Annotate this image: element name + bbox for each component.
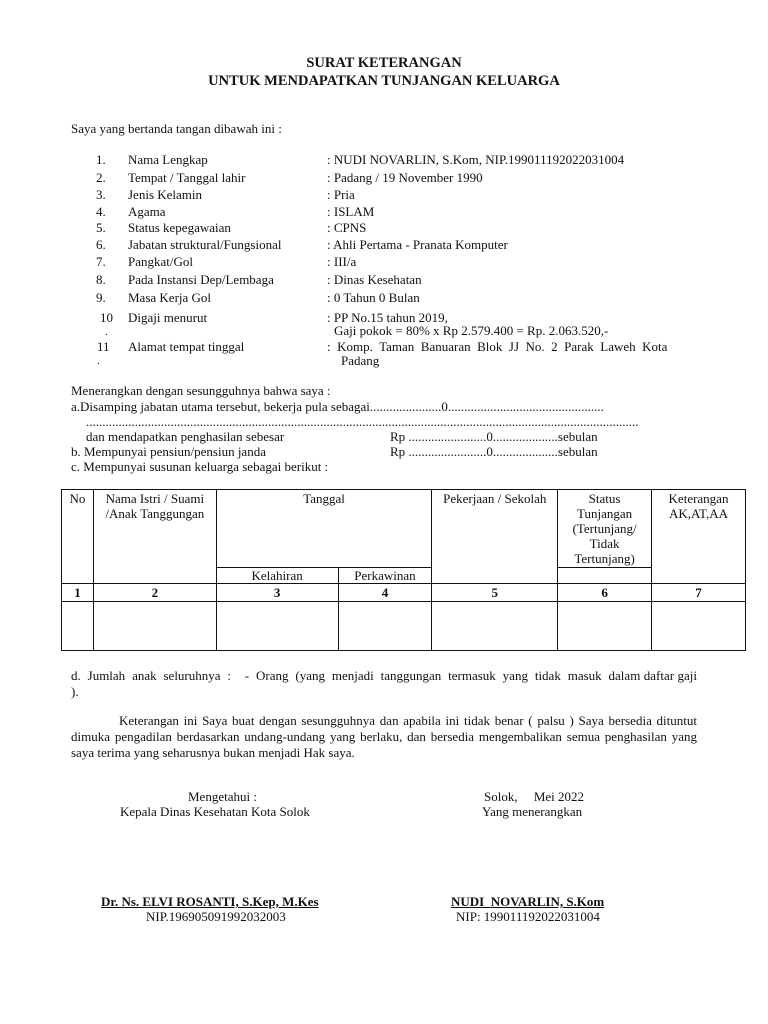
- table-cell: [338, 602, 432, 651]
- column-number: 3: [216, 584, 338, 602]
- header-keterangan: Keterangan AK,AT,AA: [652, 490, 746, 584]
- field-number: 11: [97, 339, 110, 354]
- column-number: 6: [558, 584, 652, 602]
- table-cell: [62, 602, 94, 651]
- table-cell: [652, 602, 746, 651]
- column-number: 4: [338, 584, 432, 602]
- income-value: Rp ........................0....................sebulan: [390, 429, 598, 444]
- column-number: 1: [62, 584, 94, 602]
- field-value: : NUDI NOVARLIN, S.Kom, NIP.199011192022031004: [327, 152, 625, 167]
- field-value-continued: Padang: [341, 353, 380, 368]
- family-intro: c. Mempunyai susunan keluarga sebagai berikut :: [71, 459, 329, 474]
- table-number-row: [62, 584, 746, 602]
- field-number: 4.: [96, 204, 106, 219]
- field-value: : PP No.15 tahun 2019,: [327, 310, 448, 325]
- pension-label: b. Mempunyai pensiun/pensiun janda: [71, 444, 266, 459]
- head-of-office-title: Kepala Dinas Kesehatan Kota Solok: [120, 804, 310, 819]
- document-title: SURAT KETERANGAN: [306, 55, 462, 71]
- field-number: 1.: [96, 152, 106, 167]
- family-table: [61, 489, 746, 651]
- field-number-dot: .: [105, 326, 108, 338]
- field-label: Jabatan struktural/Fungsional: [128, 237, 282, 252]
- field-number: 9.: [96, 290, 106, 305]
- pension-value: Rp ........................0....................sebulan: [390, 444, 598, 459]
- header-no: No: [62, 490, 94, 584]
- field-label: Nama Lengkap: [128, 152, 208, 167]
- declarant-name: NUDI NOVARLIN, S.Kom: [451, 894, 605, 909]
- field-value: : Ahli Pertama - Pranata Komputer: [327, 237, 508, 252]
- header-nama: Nama Istri / Suami /Anak Tanggungan: [93, 490, 216, 584]
- field-number: 5.: [96, 220, 106, 235]
- head-of-office-name: Dr. Ns. ELVI ROSANTI, S.Kep, M.Kes: [101, 894, 319, 909]
- field-number: 3.: [96, 187, 106, 202]
- declaration-paragraph: Keterangan ini Saya buat dengan sesungguhnya dan apabila ini tidak benar ( palsu ) Saya bersedia dituntut dimuka pengadilan berdasarkan undang-undang yang berlaku, dan bersedia mengembalikan semua penghasilan yang saya terima yang seharusnya bukan menjadi Hak saya.: [71, 713, 697, 760]
- header-status-blank: [558, 568, 652, 584]
- field-label: Status kepegawaian: [128, 220, 231, 235]
- field-label: Masa Kerja Gol: [128, 290, 212, 305]
- header-status: Status Tunjangan (Tertunjang/ Tidak Tertunjang): [558, 490, 652, 568]
- field-label: Agama: [128, 204, 166, 219]
- field-number: 7.: [96, 254, 106, 269]
- field-value: : Dinas Kesehatan: [327, 272, 422, 287]
- head-of-office-nip: NIP.196905091992032003: [146, 909, 286, 924]
- column-number: 5: [432, 584, 558, 602]
- field-number: 6.: [96, 237, 106, 252]
- header-tanggal: Tanggal: [216, 490, 432, 568]
- field-value: : III/a: [327, 254, 357, 269]
- field-value: : Pria: [327, 187, 355, 202]
- field-value-continued: Gaji pokok = 80% x Rp 2.579.400 = Rp. 2.063.520,-: [334, 323, 609, 338]
- header-perkawinan: Perkawinan: [338, 568, 432, 584]
- field-label: Alamat tempat tinggal: [128, 339, 245, 354]
- table-header-row: [62, 490, 746, 568]
- income-label: dan mendapatkan penghasilan sebesar: [86, 429, 285, 444]
- table-cell: [216, 602, 338, 651]
- field-number-dot: .: [97, 355, 100, 367]
- field-label: Pangkat/Gol: [128, 254, 193, 269]
- place-date: Solok, Mei 2022: [484, 789, 585, 804]
- field-value: : Padang / 19 November 1990: [327, 170, 483, 185]
- table-row: [62, 602, 746, 651]
- table-cell: [93, 602, 216, 651]
- declarant-label: Yang menerangkan: [482, 804, 583, 819]
- field-value: : CPNS: [327, 220, 367, 235]
- field-label: Jenis Kelamin: [128, 187, 203, 202]
- statement-dotted-line: ..........................................................................................................................................................................: [86, 414, 639, 429]
- statement-line-a: a.Disamping jabatan utama tersebut, bekerja pula sebagai......................0................................................: [71, 399, 604, 414]
- document-subtitle: UNTUK MENDAPATKAN TUNJANGAN KELUARGA: [208, 73, 560, 89]
- column-number: 2: [93, 584, 216, 602]
- field-number: 10: [100, 310, 113, 325]
- children-count-text: d. Jumlah anak seluruhnya : - Orang (yang menjadi tanggungan termasuk yang tidak masuk dalam daftar gaji ).: [71, 668, 701, 699]
- field-number: 8.: [96, 272, 106, 287]
- field-label: Pada Instansi Dep/Lembaga: [128, 272, 274, 287]
- field-label: Digaji menurut: [128, 310, 208, 325]
- header-pekerjaan: Pekerjaan / Sekolah: [432, 490, 558, 584]
- table-cell: [432, 602, 558, 651]
- field-value: : Komp. Taman Banuaran Blok JJ No. 2 Parak Laweh Kota: [327, 339, 668, 354]
- field-label: Tempat / Tanggal lahir: [128, 170, 246, 185]
- column-number: 7: [652, 584, 746, 602]
- table-cell: [558, 602, 652, 651]
- field-value: : ISLAM: [327, 204, 375, 219]
- declarant-nip: NIP: 199011192022031004: [456, 909, 600, 924]
- intro-text: Saya yang bertanda tangan dibawah ini :: [71, 121, 282, 136]
- statement-intro: Menerangkan dengan sesungguhnya bahwa saya :: [71, 383, 331, 398]
- field-number: 2.: [96, 170, 106, 185]
- header-kelahiran: Kelahiran: [216, 568, 338, 584]
- field-value: : 0 Tahun 0 Bulan: [327, 290, 420, 305]
- acknowledged-label: Mengetahui :: [188, 789, 257, 804]
